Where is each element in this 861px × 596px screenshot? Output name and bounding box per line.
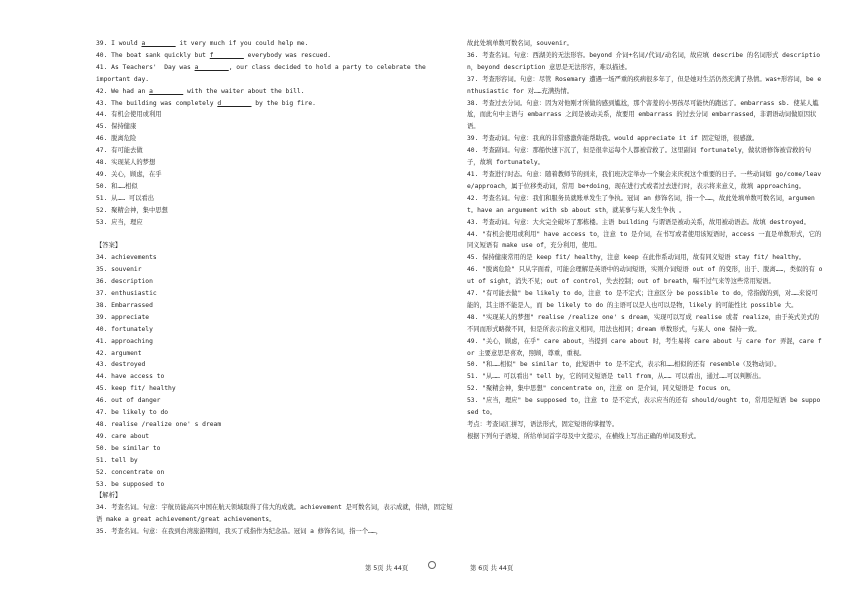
fill-in-questions [96, 38, 454, 109]
explanation-item: 故此处填单数可数名词，souvenir。 [467, 40, 573, 47]
question-line [96, 74, 454, 86]
answer-blank: a________ [149, 87, 184, 95]
explanation-item: 42. 考查名词。句意：我们和服务员就账单发生了争执。冠词 an 修饰名词，指一个……，故此处填单数可数名词，argument。have an argument with sb about sth，就某事与某人发生争执 。 [467, 194, 815, 214]
phrase-item: 46. 脱离危险 [96, 135, 137, 143]
left-page-number: 第 5页 共 44页 [365, 565, 409, 572]
phrase-item: 48. 实现某人的梦想 [96, 159, 156, 167]
question-text: 39. I would [96, 40, 142, 47]
left-page-column [96, 38, 454, 538]
explanation-item: 51. "从…… 可以看出" tell by，它的同义短语是 tell from，从…… 可以看出，通过……可以判断出。 [467, 373, 765, 381]
question-text: 43. The building was completely [96, 99, 218, 107]
analysis-list [96, 502, 454, 538]
question-text: by the big fire. [251, 99, 316, 107]
question-text: with the waiter about the bill. [183, 87, 305, 95]
answer-heading: 【答案】 [96, 242, 122, 250]
answer-item: 43. destroyed [96, 361, 146, 369]
answer-item: 42. argument [96, 349, 142, 357]
answer-item: 49. care about [96, 432, 150, 440]
answer-item: 39. appreciate [96, 313, 150, 321]
explanation-item: 52. "聚精会神，集中思想" concentrate on，注意 on 是介词，同义短语是 focus on。 [467, 385, 735, 393]
answer-item: 34. achievements [96, 254, 157, 262]
answer-item: 47. be likely to do [96, 409, 169, 417]
page-divider [460, 30, 461, 550]
phrase-item: 51. 从…… 可以看出 [96, 194, 155, 202]
answer-item: 41. approaching [96, 337, 153, 345]
answer-item: 48. realise /realize one' s dream [96, 420, 222, 428]
right-page-column [467, 38, 823, 443]
explanation-item: 41. 考查进行时态。句意：随着教师节的到来，我们班决定举办一个聚会来庆祝这个重要的日子。一些动词如 go/come/leave/approach，属于位移类动词，常用 be+doing，现在进行式或者过去进行时，表示将来意义，故填 approaching。 [467, 170, 822, 190]
explanation-item: 46. "脱离危险" 只从字面看，可能会理解是英语中的动词短语，实则介词短语 out of 的变形，出于、脱离……，类似的有 out of sight，消失不见；out of control，失去控制；out of breath，喘不过气来等这些常用短语。 [467, 266, 823, 286]
answer-item: 37. enthusiastic [96, 290, 157, 298]
answer-blank: d________ [217, 99, 252, 107]
explanation-item: 36. 考查名词。句意：西湖美的无法形容。beyond 介词+名词/代词/动名词，故应填 describe 的名词形式 description，beyond description 意思是无法形容，难以描述。 [467, 51, 821, 71]
phrase-item: 53. 应当，理应 [96, 218, 143, 226]
analysis-item: 34. 考查名词。句意：宇航员能高兴中国在航天领域取得了伟大的成就。achievement 是可数名词，表示成就，伟绩，固定短语 make a great achievement/great achievements。 [96, 504, 453, 524]
answer-blank: a________ [141, 40, 176, 47]
question-text: 42. We had an [96, 87, 150, 95]
explanation-item: 43. 考查动词。句意：大火完全破坏了那栋楼。主语 building 与谓语是被动关系，故用被动语态。故填 destroyed。 [467, 218, 810, 226]
answer-item: 50. be similar to [96, 444, 161, 452]
right-page-number: 第 6页 共 44页 [470, 565, 514, 572]
question-text: 40. The boat sank quickly but [96, 51, 210, 59]
explanation-list [467, 38, 823, 443]
explanation-item: 37. 考查形容词。句意：尽管 Rosemary 遭遇一场严重的疾病很多年了，但是她对生活仍然充满了热情。was+形容词，be enthusiastic for 对……充满热情。 [467, 75, 822, 95]
explanation-item: 根据下列句子语境、所给单词首字母及中文提示，在横线上写出正确的单词及形式。 [467, 432, 700, 440]
phrase-item: 45. 保持健康 [96, 123, 137, 131]
question-text: everybody was rescued. [243, 51, 332, 59]
answer-item: 52. concentrate on [96, 468, 165, 476]
phrase-list [96, 109, 454, 228]
question-text: 41. As Teachers' Day was [96, 63, 195, 71]
page-separator-icon [428, 561, 436, 569]
phrase-item: 50. 和……相似 [96, 182, 138, 190]
answer-blank: f________ [209, 51, 244, 59]
answer-item: 36. description [96, 278, 153, 286]
answer-list [96, 252, 454, 490]
answer-item: 51. tell by [96, 456, 138, 464]
question-line [96, 62, 454, 74]
question-line [96, 38, 454, 50]
explanation-item: 49. "关心，顾虑，在乎" care about，当提到 care about 时，考生易将 care about 与 care for 弄混，care for 主要意思是喜欢，照顾，尊重，重视。 [467, 337, 822, 357]
explanation-item: 40. 考查副词。句意：那船快速下沉了，但是很幸运每个人都被营救了。这里副词 fortunately，做状语修饰被营救的句子，故填 fortunately。 [467, 147, 812, 167]
question-line [96, 86, 454, 98]
explanation-item: 47. "有可能去做" be likely to do，注意 to 是不定式；注意区分 be possible to do，常指做的到，对……来说可能的，其主语不能是人，而 be likely to do 的主语可以是人也可以是物，likely 的可能性比 possible 大。 [467, 290, 818, 309]
analysis-item: 35. 考查名词。句意：在我到台湾旅游期间，我买了戒指作为纪念品。冠词 a 修饰名词，指一个……， [96, 528, 382, 536]
explanation-item: 44. "有机会使用或利用" have access to，注意 to 是介词，在书写或者使用该短语时，access 一直是单数形式，它的同义短语有 make use of，充分利用，使用。 [467, 230, 822, 250]
answer-item: 46. out of danger [96, 397, 161, 405]
answer-item: 45. keep fit/ healthy [96, 385, 176, 393]
explanation-item: 38. 考查过去分词。句意：因为对他刚才所做的感到尴尬，那个害羞的小男孩尽可能快的跑远了。embarrass sb. 使某人尴尬，而此句中主语与 embarrass 之间是被动关系，故要用 embarrass 的过去分词 embarrassed，非谓语动词做原因状语。 [467, 99, 819, 131]
explanation-item: 50. "和……相似" be similar to，此短语中 to 是不定式，表示和……相似的还有 resemble（及物动词）。 [467, 361, 781, 369]
phrase-item: 49. 关心，顾虑，在乎 [96, 170, 162, 178]
analysis-heading: 【解析】 [96, 492, 122, 500]
explanation-item: 48. "实现某人的梦想" realise /realize one' s dream，实现可以写成 realise 或者 realize，由于英式美式的不同而形式略微不同，但是所表示的意义相同，用法也相同；dream 单数形式，与某人 one 保持一致。 [467, 313, 820, 333]
explanation-item: 45. 保持健康常用的是 keep fit/ healthy，注意 keep 在此作系动词用，故有同义短语 stay fit/ healthy。 [467, 254, 806, 262]
phrase-item: 47. 有可能去做 [96, 147, 143, 155]
answer-item: 38. Embarrassed [96, 301, 153, 309]
phrase-item: 44. 有机会使用或利用 [96, 111, 162, 119]
question-text: , our class decided to hold a party to celebrate the [228, 63, 426, 71]
answer-item: 40. fortunately [96, 325, 153, 333]
explanation-item: 考点：考查词汇拼写，语法形式，固定短语的掌握等。 [467, 421, 619, 428]
answer-item: 44. have access to [96, 373, 165, 381]
answer-item: 35. souvenir [96, 266, 142, 274]
answer-item: 53. be supposed to [96, 480, 165, 488]
phrase-item: 52. 聚精会神，集中思想 [96, 206, 168, 214]
answer-blank: a________ [194, 63, 229, 71]
question-text: important day. [96, 75, 150, 83]
question-line [96, 50, 454, 62]
question-line [96, 98, 454, 110]
explanation-item: 53. "应当，理应" be supposed to，注意 to 是不定式，表示应当的还有 should/ought to，常用是短语 be supposed to。 [467, 397, 821, 417]
question-text: it very much if you could help me. [175, 40, 309, 47]
explanation-item: 39. 考查动词。句意：我真的非常感激你能帮助我。would appreciate it if 固定短语，很感激。 [467, 135, 759, 143]
